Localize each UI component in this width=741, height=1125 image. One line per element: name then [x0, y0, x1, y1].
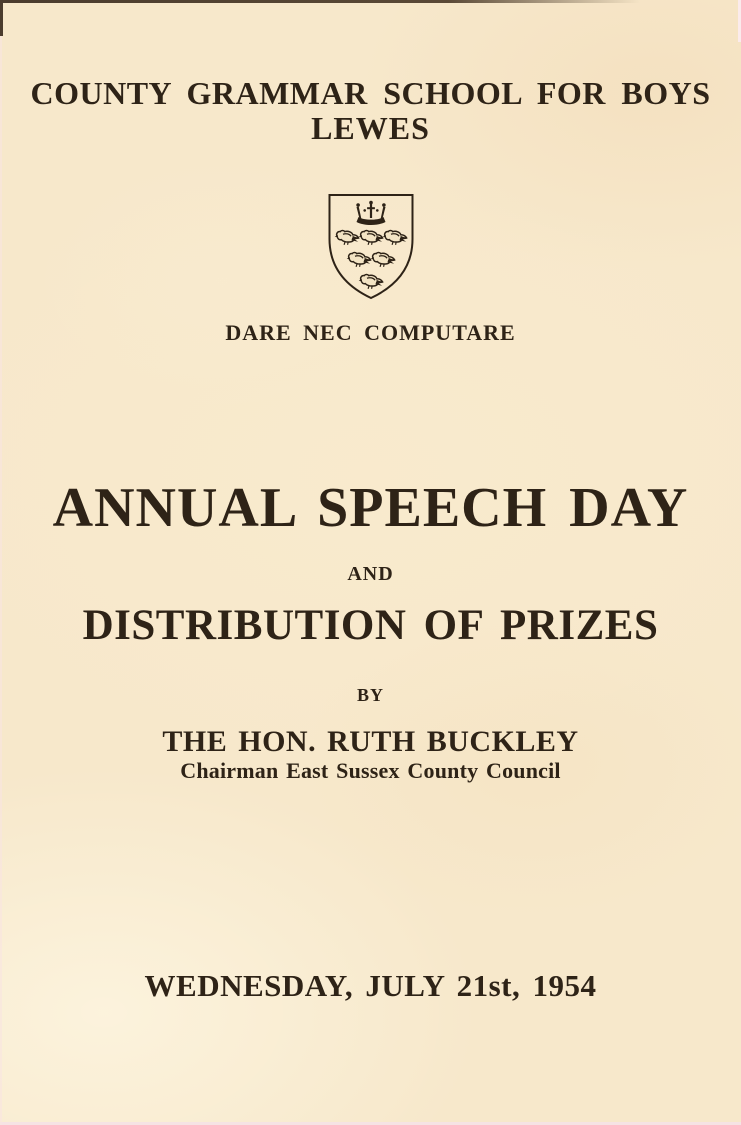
scan-artifact-top-edge: [0, 0, 640, 3]
event-title: ANNUAL SPEECH DAY: [52, 477, 689, 539]
by-label: BY: [356, 685, 384, 705]
scan-artifact-left-edge: [0, 0, 3, 36]
event-subtitle: DISTRIBUTION OF PRIZES: [82, 602, 659, 649]
school-motto: DARE NEC COMPUTARE: [225, 320, 516, 345]
speaker-title: Chairman East Sussex County Council: [180, 758, 561, 783]
school-location: LEWES: [311, 110, 430, 146]
school-crest-icon: [323, 191, 418, 308]
school-name: COUNTY GRAMMAR SCHOOL FOR BOYS: [30, 75, 711, 111]
coronet-icon: [356, 201, 385, 225]
speaker-name: THE HON. RUTH BUCKLEY: [162, 725, 579, 758]
conjunction-and: AND: [347, 563, 394, 585]
event-date: WEDNESDAY, JULY 21st, 1954: [144, 968, 597, 1003]
